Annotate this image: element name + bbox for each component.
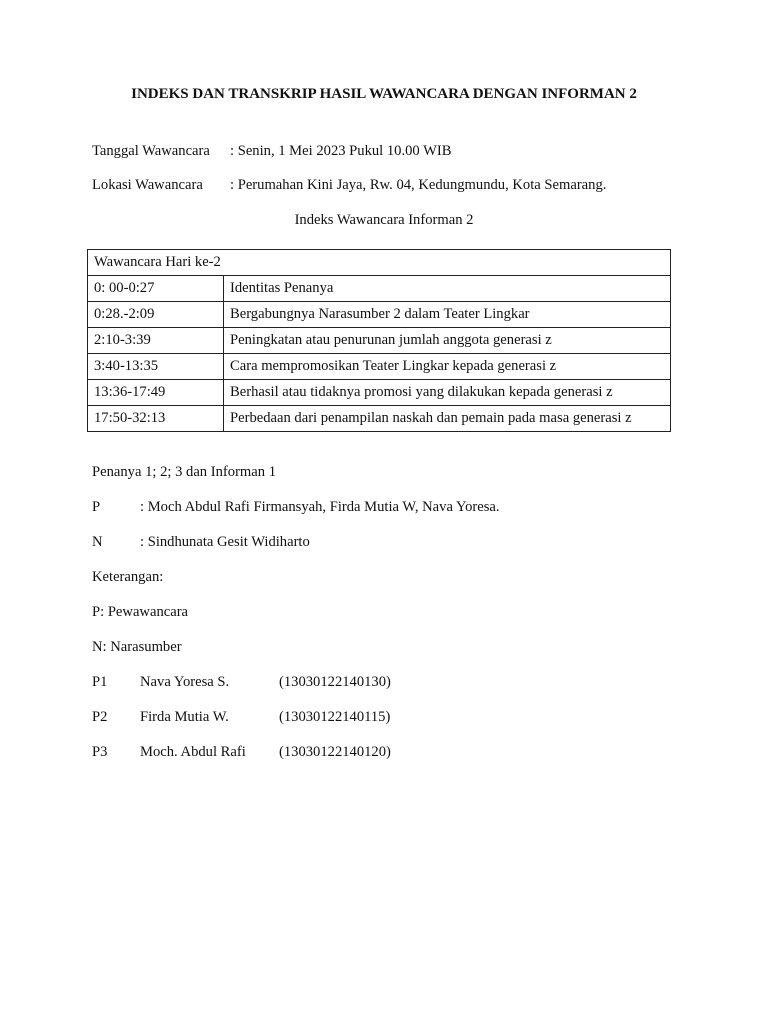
- time-cell: 2:10-3:39: [88, 328, 224, 354]
- topic-cell: Identitas Penanya: [224, 276, 671, 302]
- interviewer-code: P2: [92, 709, 108, 725]
- index-title: Indeks Wawancara Informan 2: [294, 212, 474, 228]
- legend-item: N: Narasumber: [92, 639, 182, 655]
- time-cell: 13:36-17:49: [88, 380, 224, 406]
- interviewer-id: (13030122140120): [279, 744, 391, 760]
- legend-heading: Keterangan:: [92, 569, 164, 585]
- legend-item: P: Pewawancara: [92, 604, 189, 620]
- topic-cell: Cara mempromosikan Teater Lingkar kepada generasi z: [224, 354, 671, 380]
- topic-cell: Peningkatan atau penurunan jumlah anggota generasi z: [224, 328, 671, 354]
- interviewer-id: (13030122140130): [279, 674, 391, 690]
- table-row: [88, 406, 671, 432]
- participant-code-n: N: [92, 534, 103, 550]
- table-row: [88, 276, 671, 302]
- participant-value-n: : Sindhunata Gesit Widiharto: [140, 534, 310, 550]
- time-cell: 0:28.-2:09: [88, 302, 224, 328]
- participant-value-p: : Moch Abdul Rafi Firmansyah, Firda Mutia W, Nava Yoresa.: [140, 499, 500, 515]
- participant-code-p: P: [92, 499, 101, 515]
- topic-cell: Bergabungnya Narasumber 2 dalam Teater Lingkar: [224, 302, 671, 328]
- interviewer-id: (13030122140115): [279, 709, 391, 725]
- time-cell: 17:50-32:13: [88, 406, 224, 432]
- table-row: [88, 354, 671, 380]
- interview-index-table: [87, 249, 671, 432]
- document-title: INDEKS DAN TRANSKRIP HASIL WAWANCARA DENGAN INFORMAN 2: [131, 86, 637, 102]
- interview-location-label: Lokasi Wawancara: [92, 177, 203, 193]
- participants-heading: Penanya 1; 2; 3 dan Informan 1: [92, 464, 276, 480]
- table-header-cell: Wawancara Hari ke-2: [88, 250, 671, 276]
- interviewer-code: P3: [92, 744, 108, 760]
- topic-cell: Perbedaan dari penampilan naskah dan pemain pada masa generasi z: [224, 406, 671, 432]
- topic-cell: Berhasil atau tidaknya promosi yang dilakukan kepada generasi z: [224, 380, 671, 406]
- time-cell: 3:40-13:35: [88, 354, 224, 380]
- interview-location-value: : Perumahan Kini Jaya, Rw. 04, Kedungmundu, Kota Semarang.: [230, 177, 607, 193]
- interview-date-value: : Senin, 1 Mei 2023 Pukul 10.00 WIB: [230, 143, 452, 159]
- table-row: [88, 380, 671, 406]
- table-row: [88, 302, 671, 328]
- interviewer-name: Moch. Abdul Rafi: [140, 744, 246, 760]
- interview-date-label: Tanggal Wawancara: [92, 143, 210, 159]
- interviewer-name: Firda Mutia W.: [140, 709, 229, 725]
- table-row: [88, 328, 671, 354]
- time-cell: 0: 00-0:27: [88, 276, 224, 302]
- interviewer-name: Nava Yoresa S.: [140, 674, 230, 690]
- table-header-row: [88, 250, 671, 276]
- interviewer-code: P1: [92, 674, 108, 690]
